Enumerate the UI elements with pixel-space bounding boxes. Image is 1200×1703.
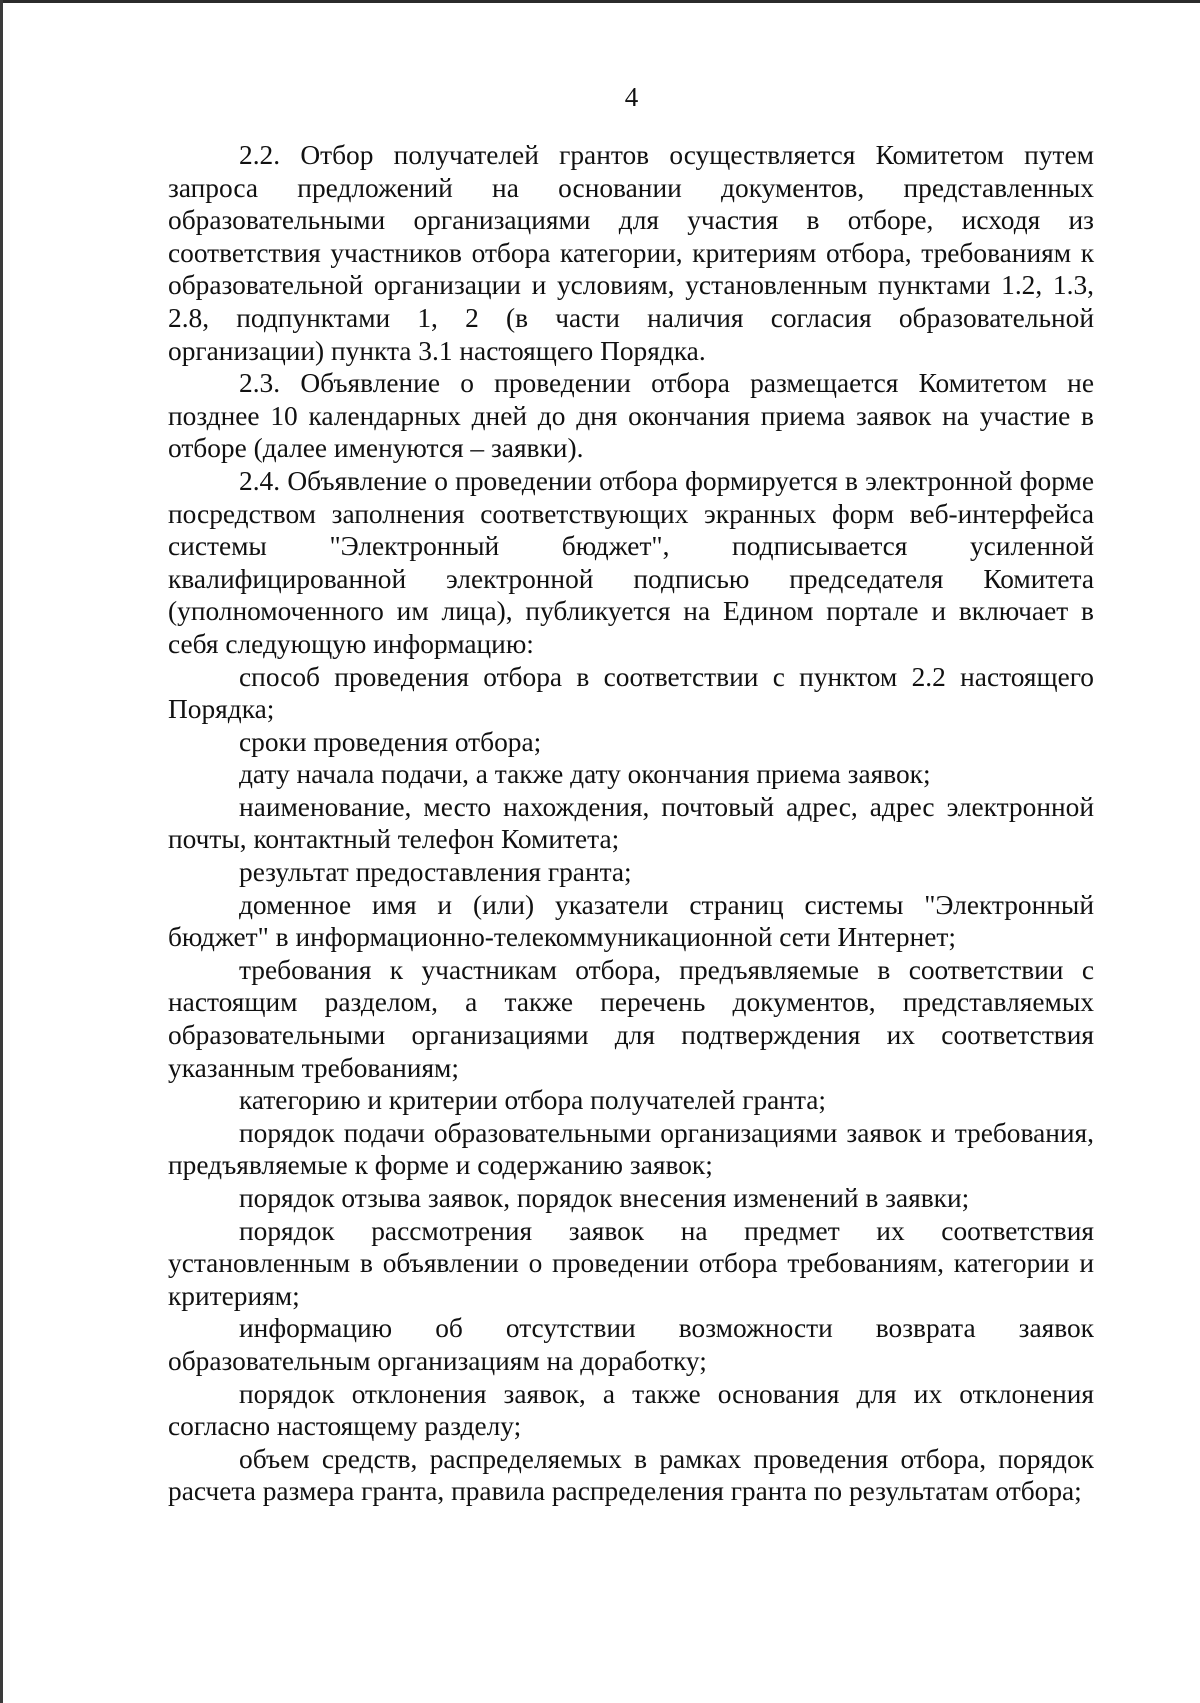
list-item-application-dates: дату начала подачи, а также дату окончания приема заявок; — [239, 759, 931, 790]
list-item-domain-name: доменное имя и (или) указатели страниц системы "Электронный бюджет" в информационно-телекоммуникационной сети Интернет; — [168, 889, 1094, 953]
page-number: 4 — [624, 82, 639, 112]
paragraph-2-2: 2.2. Отбор получателей грантов осуществляется Комитетом путем запроса предложений на основании документов, представленных образовательными организациями для участия в отборе, исходя из соответствия участников отбора категории, критериям отбора, требованиям к образовательной организации и условиям, установленным пунктами 1.2, 1.3, 2.8, подпунктами 1, 2 (в части наличия согласия образовательной организации) пункта 3.1 настоящего Порядка. — [168, 140, 1094, 366]
list-item-grant-result: результат предоставления гранта; — [239, 857, 632, 888]
list-item-funds-volume: объем средств, распределяемых в рамках проведения отбора, порядок расчета размера гранта, правила распределения гранта по результатам отбора; — [168, 1443, 1094, 1507]
list-item-selection-method: способ проведения отбора в соответствии с пунктом 2.2 настоящего Порядка; — [168, 661, 1094, 725]
list-item-selection-dates: сроки проведения отбора; — [239, 726, 542, 757]
list-item-no-return: информацию об отсутствии возможности возврата заявок образовательным организациям на доработку; — [168, 1313, 1094, 1376]
list-item-rejection-order: порядок отклонения заявок, а также основания для их отклонения согласно настоящему разделу; — [168, 1378, 1094, 1442]
list-item-category-criteria: категорию и критерии отбора получателей гранта; — [239, 1085, 827, 1116]
paragraph-2-4: 2.4. Объявление о проведении отбора формируется в электронной форме посредством заполнения соответствующих экранных форм веб-интерфейса системы "Электронный бюджет", подписывается усиленной квалифицированной электронной подписью председателя Комитета (уполномоченного им лица), публикуется на Едином портале и включает в себя следующую информацию: — [168, 465, 1094, 659]
paragraph-2-3: 2.3. Объявление о проведении отбора размещается Комитетом не позднее 10 календарных дней до дня окончания приема заявок на участие в отборе (далее именуются – заявки). — [168, 368, 1094, 464]
scan-left-edge — [0, 0, 3, 1703]
list-item-withdrawal-order: порядок отзыва заявок, порядок внесения изменений в заявки; — [239, 1183, 970, 1213]
list-item-participant-requirements: требования к участникам отбора, предъявляемые в соответствии с настоящим разделом, а также перечень документов, представляемых образовательными организациями для подтверждения их соответствия указанным требованиям; — [168, 954, 1094, 1083]
list-item-review-order: порядок рассмотрения заявок на предмет их соответствия установленным в объявлении о проведении отбора требованиям, категории и критериям; — [168, 1215, 1094, 1311]
list-item-submission-order: порядок подачи образовательными организациями заявок и требования, предъявляемые к форме и содержанию заявок; — [168, 1117, 1094, 1181]
document-body — [168, 139, 1094, 1508]
scan-top-edge — [0, 0, 1200, 3]
list-item-committee-contacts: наименование, место нахождения, почтовый адрес, адрес электронной почты, контактный телефон Комитета; — [168, 791, 1094, 855]
